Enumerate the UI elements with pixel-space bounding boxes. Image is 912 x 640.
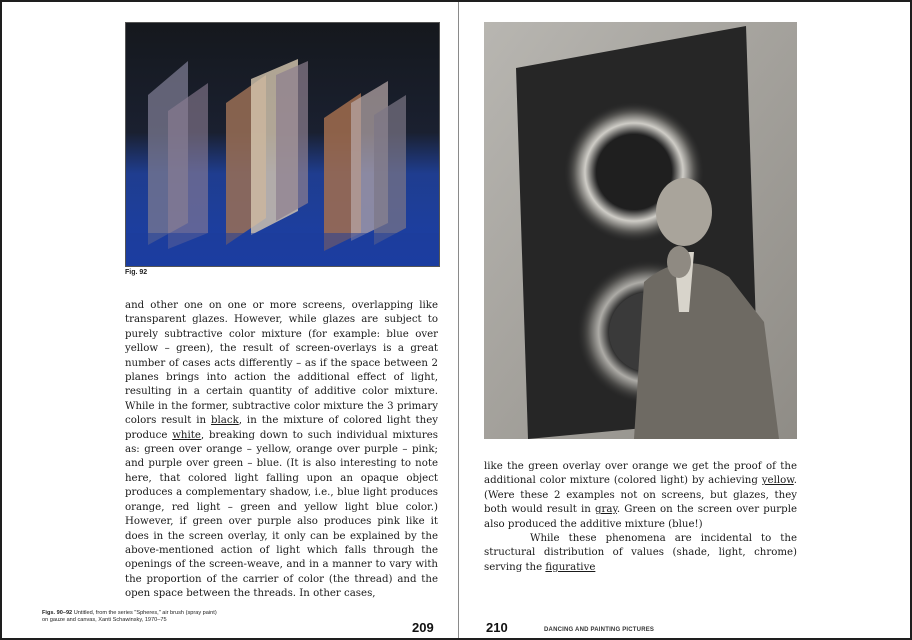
artist-photo xyxy=(484,22,797,439)
page-number-left: 209 xyxy=(412,620,434,635)
caption-text: Untitled, from the series "Spheres," air brush (spray paint) on gauze and canvas, Xanti Schawinsky, 1970–75 xyxy=(42,610,217,624)
underlined-word-figurative: figurative xyxy=(545,561,596,573)
text-span: , breaking down to such individual mixtures as: green over orange – yellow, orange over purple – pink; and purple over green – blue. (It is also interesting to note here, that colored light falling upon an opaque object produces a complementary shadow, i.e., blue light produces orange, red light – green and yellow light blue color.) However, if green over purple also produces pink like it does in the screen overlay, it only can be explained by the above-mentioned action of light which falls through the openings of the screen-weave, and in a manner to vary with the proportion of the carrier of color (the thread) and the open space between the threads. In other cases, xyxy=(125,429,438,600)
running-head: DANCING AND PAINTING PICTURES xyxy=(544,627,655,633)
abstract-painting-icon xyxy=(126,23,439,266)
underlined-word-yellow: yellow xyxy=(761,475,794,487)
text-span: like the green overlay over orange we get the proof of the additional color mixture (colored light) by achieving xyxy=(484,461,797,487)
underlined-word-gray: gray xyxy=(594,504,617,516)
right-paragraph-1 xyxy=(484,460,797,532)
text-span: , in the mixture of colored light they produce xyxy=(125,415,438,441)
left-page-body-text xyxy=(125,299,438,602)
figure-92-painting xyxy=(125,22,440,267)
underlined-word-white: white xyxy=(172,429,201,441)
figure-92-label: Fig. 92 xyxy=(125,269,148,276)
left-paragraph xyxy=(125,299,438,602)
text-span: and other one on one or more screens, overlapping like transparent glazes. However, while glazes are subject to purely subtractive color mixture (for example: blue over yellow – green), the result of screen-overlays is a great number of cases acts differently – as if the space between 2 planes brings into action the additional effect of light, resulting in a certain quantity of additive color mixture. While in the former, subtractive color mixture the 3 primary colors result in xyxy=(125,300,438,427)
figure-caption xyxy=(42,610,222,625)
underlined-word-black: black xyxy=(211,415,239,427)
right-page-body-text xyxy=(484,460,797,575)
page-gutter xyxy=(458,2,459,638)
page-number-right: 210 xyxy=(486,620,508,635)
text-span: While these phenomena are incidental to the structural distribution of values (shade, light, chrome) serving the xyxy=(484,533,797,573)
text-span: . (Were these 2 examples not on screens, but glazes, they both would result in xyxy=(484,475,797,516)
caption-label: Figs. 90–92 xyxy=(42,610,73,616)
text-span: . Green on the screen over purple also produced the additive mixture (blue!) xyxy=(484,504,797,530)
artist-portrait-photo-icon xyxy=(484,22,797,439)
right-paragraph-2 xyxy=(484,532,797,575)
